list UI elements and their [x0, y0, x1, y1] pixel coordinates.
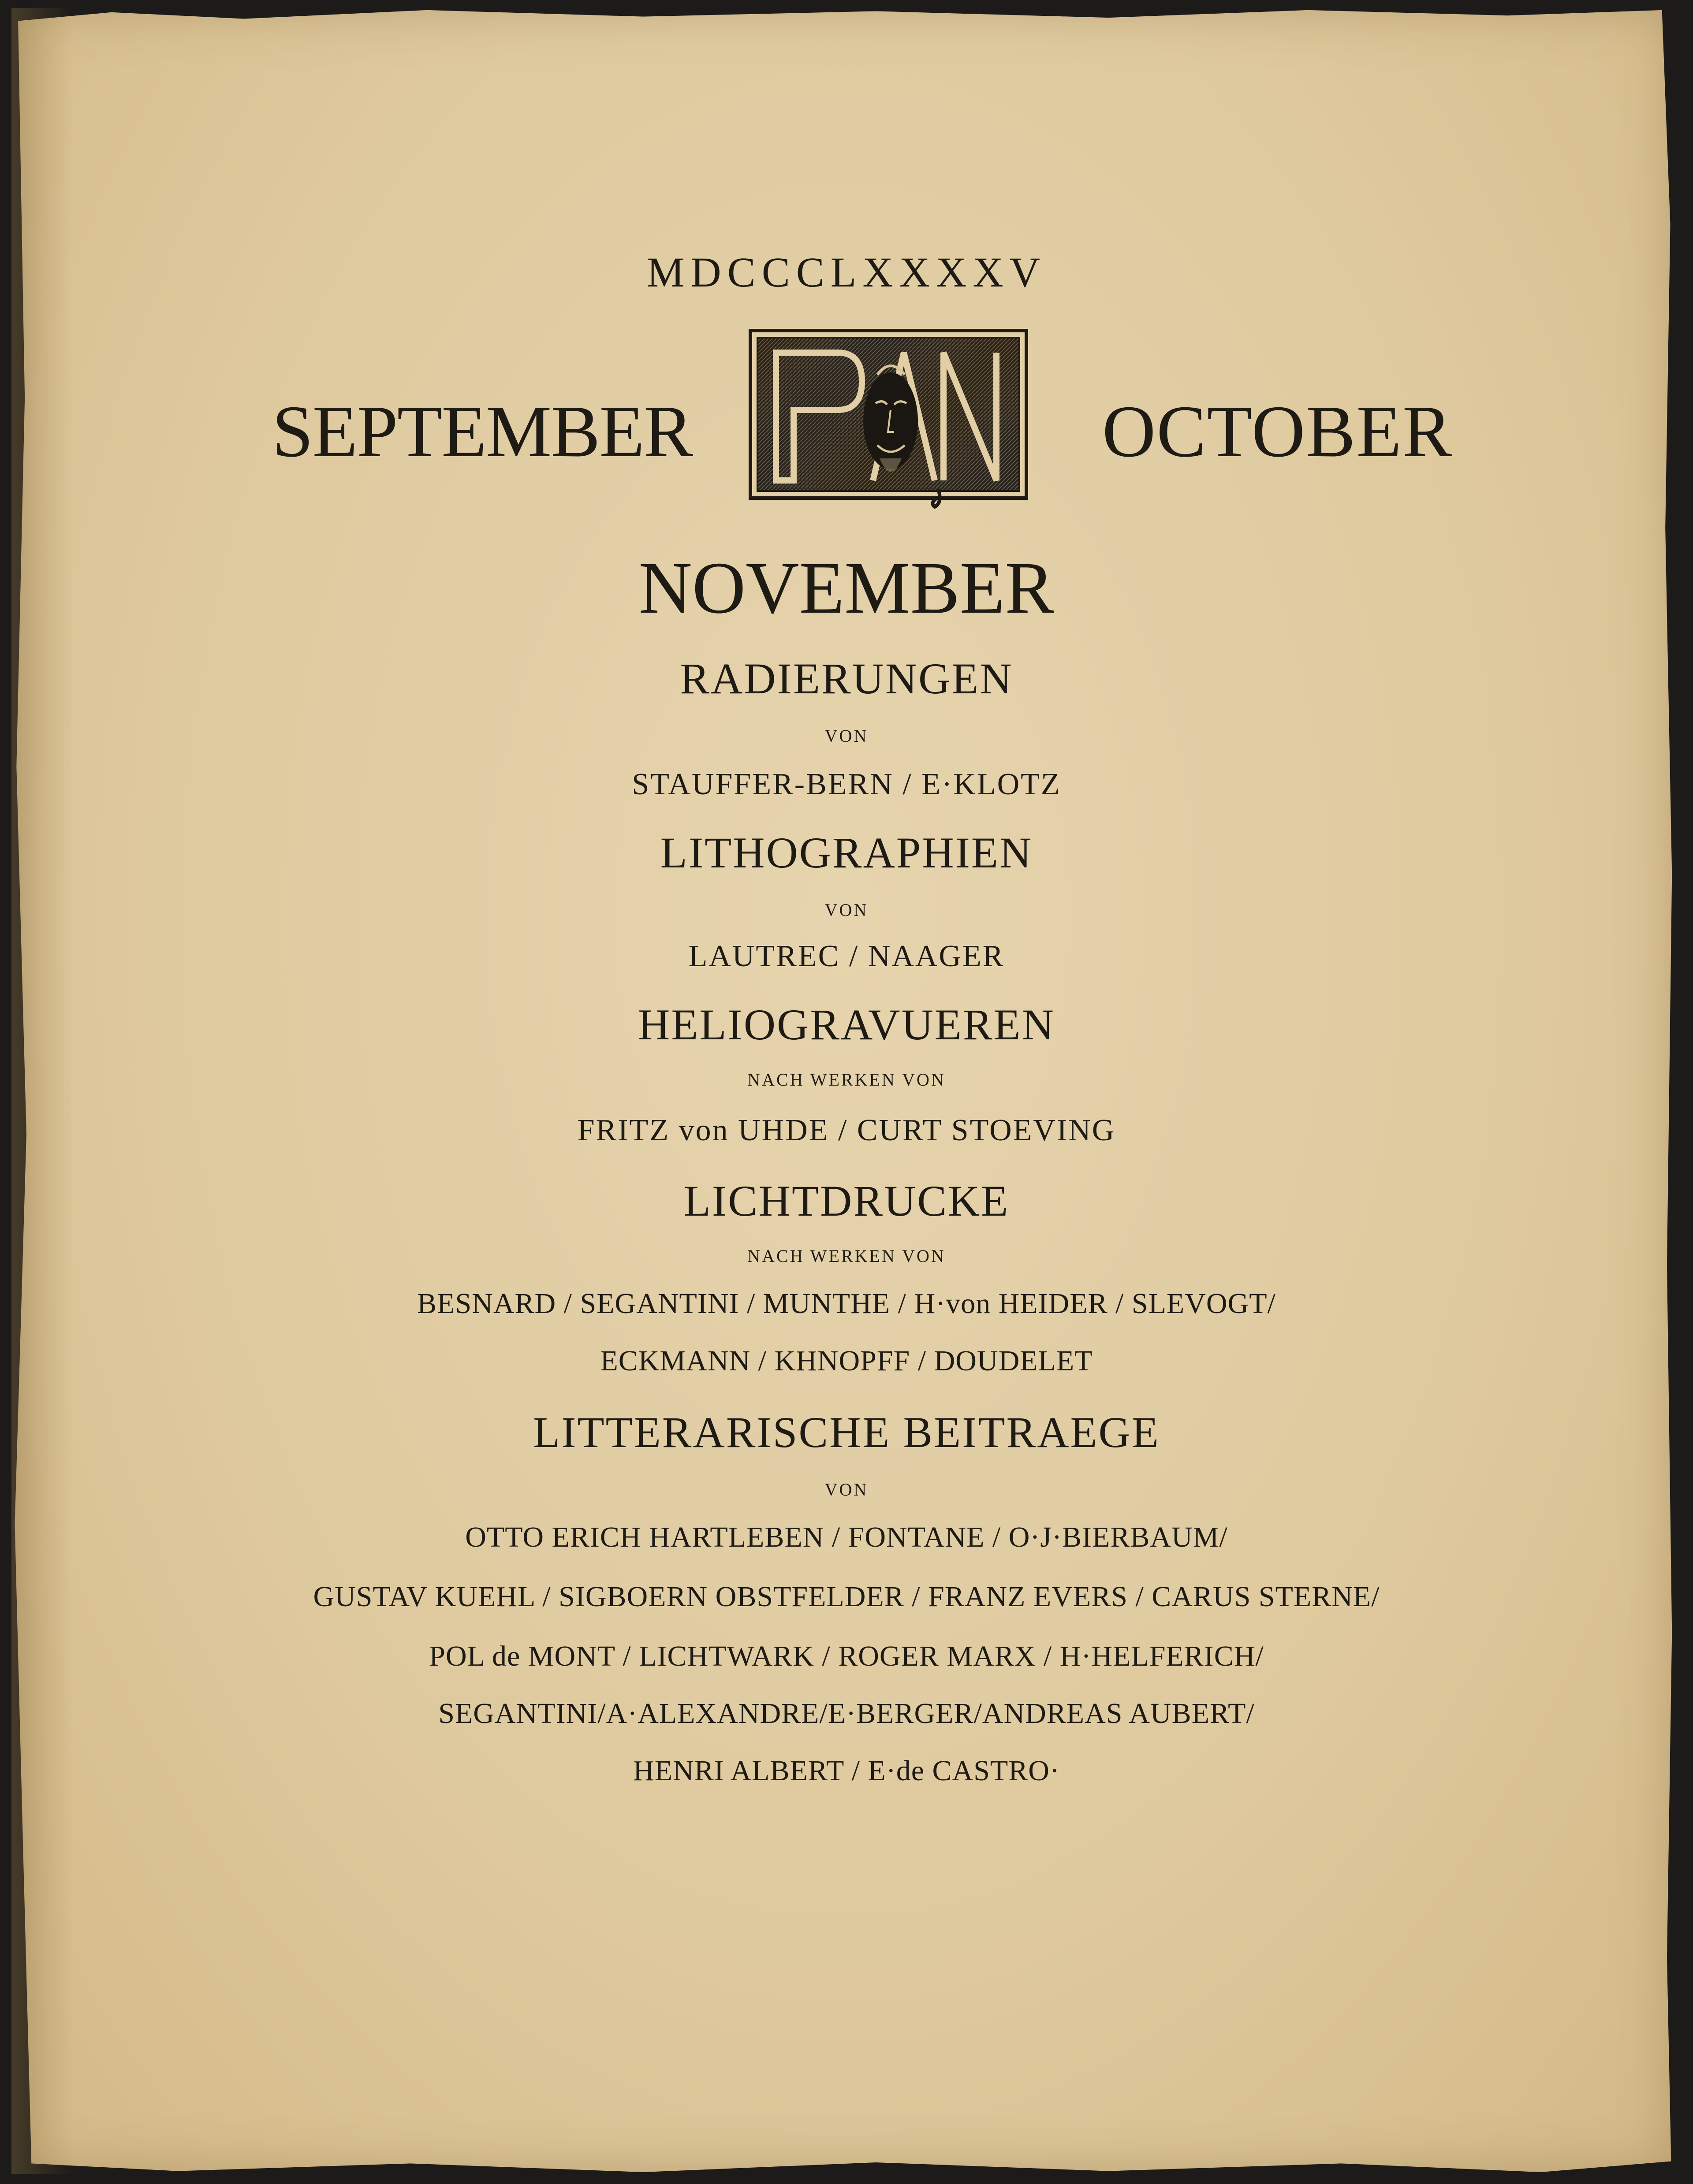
artists-radierungen: STAUFFER-BERN / E·KLOTZ: [632, 767, 1061, 801]
authors-line-2: GUSTAV KUEHL / SIGBOERN OBSTFELDER / FRANZ EVERS / CARUS STERNE/: [313, 1581, 1380, 1613]
heading-lithographien: LITHOGRAPHIEN: [660, 828, 1033, 877]
subheading-von: VON: [824, 726, 869, 746]
subheading-nach-werken-von: NACH WERKEN VON: [747, 1246, 946, 1266]
artists-lichtdrucke-line-1: BESNARD / SEGANTINI / MUNTHE / H·von HEIDER / SLEVOGT/: [417, 1287, 1276, 1320]
authors-line-4: SEGANTINI/A·ALEXANDRE/E·BERGER/ANDREAS AUBERT/: [438, 1697, 1255, 1730]
heading-lichtdrucke: LICHTDRUCKE: [683, 1176, 1010, 1225]
authors-line-1: OTTO ERICH HARTLEBEN / FONTANE / O·J·BIERBAUM/: [465, 1521, 1228, 1553]
heading-heliogravueren: HELIOGRAVUEREN: [638, 1000, 1055, 1049]
artists-lithographien: LAUTREC / NAAGER: [688, 939, 1005, 973]
pan-woodcut-emblem-icon: [745, 326, 1032, 511]
subheading-von: VON: [824, 1480, 869, 1499]
month-september: SEPTEMBER: [272, 391, 692, 473]
authors-line-3: POL de MONT / LICHTWARK / ROGER MARX / H·HELFERICH/: [429, 1640, 1264, 1672]
artists-lichtdrucke-line-2: ECKMANN / KHNOPFF / DOUDELET: [600, 1345, 1093, 1377]
month-november: NOVEMBER: [638, 547, 1055, 629]
heading-radierungen: RADIERUNGEN: [680, 654, 1013, 703]
year-roman-numeral: MDCCCLXXXXV: [646, 249, 1047, 296]
heading-litterarische-beitraege: LITTERARISCHE BEITRAEGE: [533, 1408, 1160, 1457]
month-october: OCTOBER: [1102, 391, 1453, 473]
artists-heliogravueren: FRITZ von UHDE / CURT STOEVING: [577, 1113, 1116, 1147]
authors-line-5: HENRI ALBERT / E·de CASTRO·: [633, 1755, 1060, 1787]
subheading-nach-werken-von: NACH WERKEN VON: [747, 1070, 946, 1090]
subheading-von: VON: [824, 900, 869, 920]
